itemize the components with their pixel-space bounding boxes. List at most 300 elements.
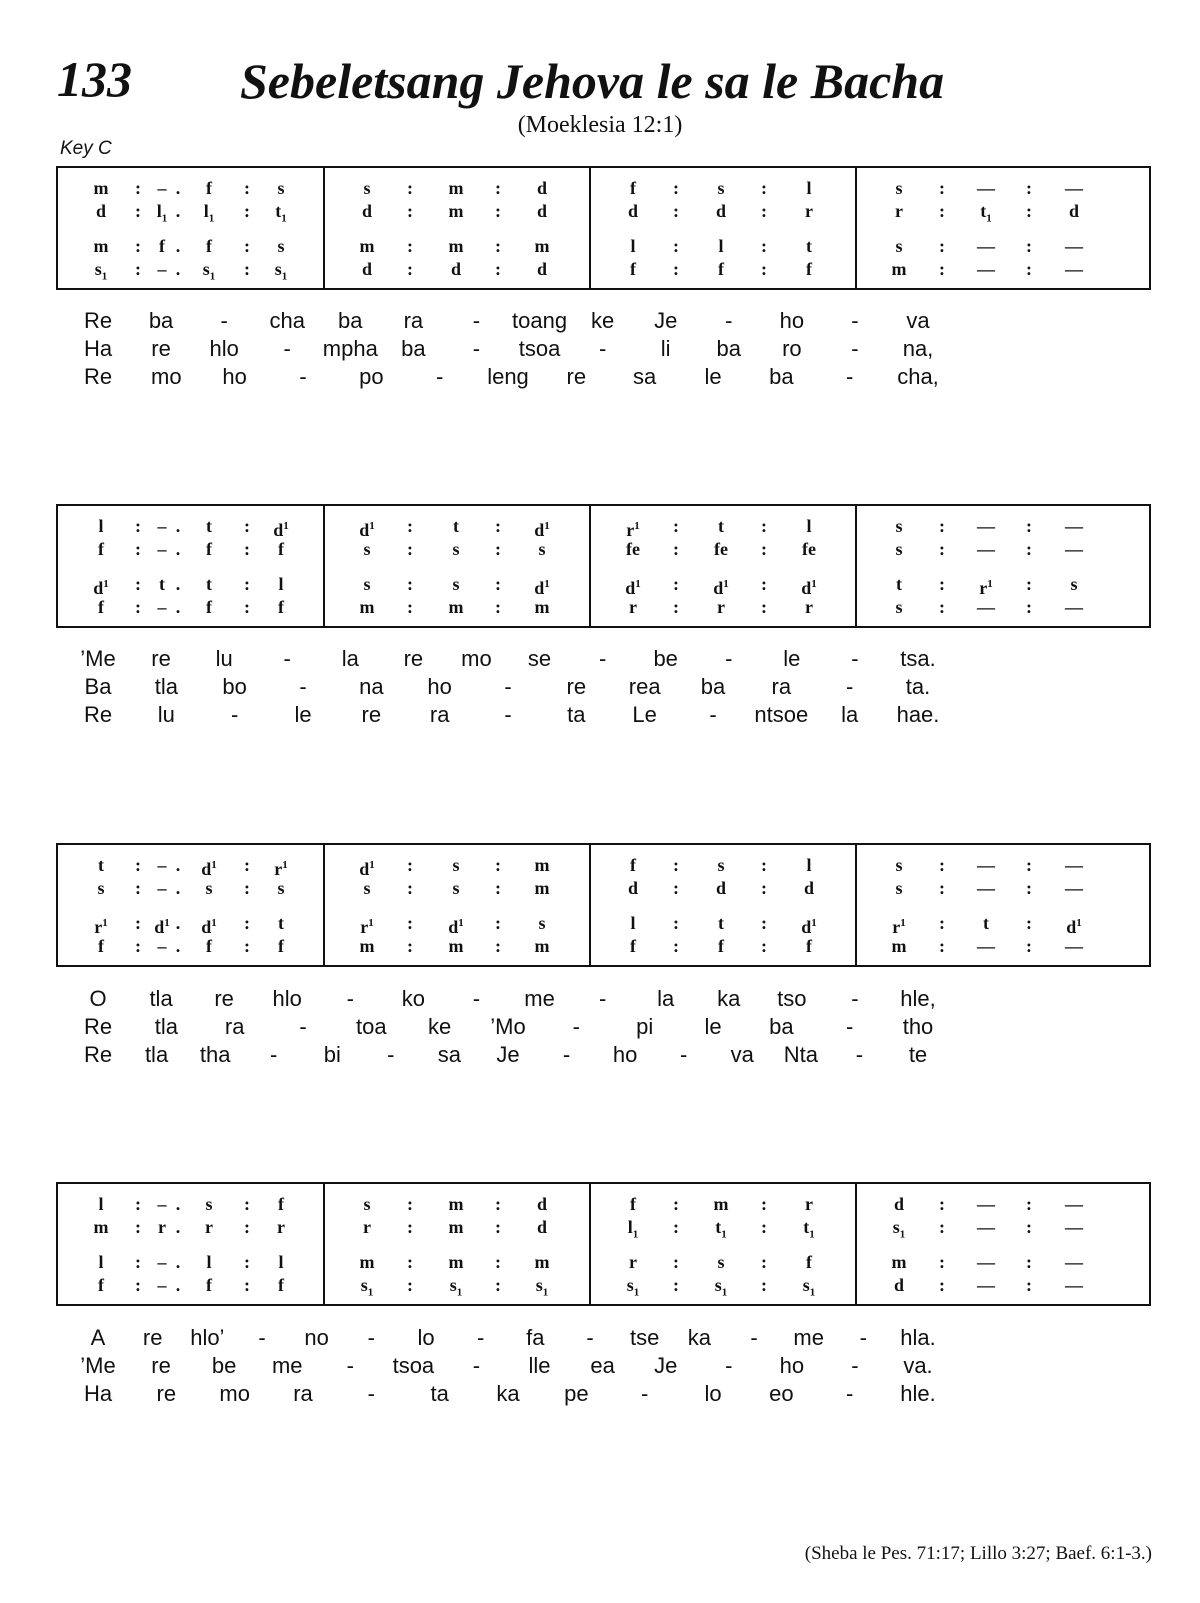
lyric-syllable: hae.: [896, 702, 940, 727]
solfa-note: f: [278, 597, 284, 617]
solfa-note: l: [630, 913, 636, 933]
beat-separator: :: [135, 539, 141, 559]
beat-separator: .: [175, 878, 181, 898]
lyric-syllable: lle: [528, 1353, 551, 1378]
syllable-hyphen: -: [725, 308, 733, 333]
solfa-note: m: [448, 1217, 464, 1237]
solfa-note: f: [806, 936, 812, 956]
lyric-syllable: va.: [903, 1353, 933, 1378]
syllable-hyphen: -: [640, 1381, 649, 1406]
tonic-solfa-stave: [56, 843, 1151, 967]
solfa-note: m: [534, 855, 550, 875]
lyric-syllable: ke: [428, 1014, 452, 1039]
solfa-note: $s_1$: [360, 1275, 374, 1299]
solfa-note: –: [157, 539, 167, 559]
lyric-syllable: ba: [401, 336, 426, 361]
lyric-syllable: ’Me: [80, 1353, 116, 1378]
solfa-note: t: [453, 516, 459, 536]
beat-separator: :: [673, 855, 679, 875]
solfa-note: f: [630, 178, 636, 198]
beat-separator: .: [175, 936, 181, 956]
syllable-hyphen: -: [299, 364, 307, 389]
beat-separator: :: [1026, 1217, 1032, 1237]
solfa-note: d: [536, 178, 547, 198]
syllable-hyphen: -: [845, 1014, 854, 1039]
solfa-note: r: [205, 1217, 213, 1237]
voice-row: [58, 537, 1148, 561]
solfa-note: m: [891, 1252, 907, 1272]
solfa-note: s: [452, 539, 460, 559]
solfa-note: $r^1$: [626, 520, 640, 540]
solfa-note: f: [630, 936, 636, 956]
lyric-line: [0, 307, 1100, 335]
solfa-note: r: [895, 201, 903, 221]
beat-separator: :: [673, 878, 679, 898]
syllable-hyphen: -: [367, 1381, 375, 1406]
solfa-note: t: [206, 574, 212, 594]
lyric-line: [0, 335, 1100, 363]
solfa-note: —: [1065, 1194, 1083, 1214]
lyric-syllable: Re: [83, 308, 113, 333]
lyric-syllable: cha,: [897, 364, 939, 389]
solfa-note: s: [895, 516, 903, 536]
lyric-syllable: ka: [717, 986, 741, 1011]
beat-separator: :: [495, 878, 501, 898]
solfa-note: —: [977, 1252, 995, 1272]
beat-separator: :: [761, 539, 767, 559]
lyric-syllable: mo: [219, 1381, 250, 1406]
solfa-note: s: [895, 539, 903, 559]
beat-separator: :: [407, 259, 413, 279]
lyric-syllable: tla: [154, 674, 178, 699]
beat-separator: :: [244, 1252, 250, 1272]
solfa-note: $d^1$: [93, 578, 109, 598]
solfa-note: $t_1$: [803, 1217, 815, 1241]
beat-separator: .: [175, 574, 181, 594]
lyric-syllable: ta: [430, 1381, 449, 1406]
beat-separator: :: [244, 1275, 250, 1295]
beat-separator: :: [1026, 936, 1032, 956]
beat-separator: :: [673, 1217, 679, 1237]
syllable-hyphen: -: [367, 1325, 375, 1350]
beat-separator: :: [407, 516, 413, 536]
syllable-hyphen: -: [709, 702, 717, 727]
beat-separator: :: [939, 1252, 945, 1272]
beat-separator: :: [407, 201, 413, 221]
beat-separator: :: [135, 936, 141, 956]
beat-separator: :: [244, 1217, 250, 1237]
solfa-note: $r^1$: [360, 917, 374, 937]
lyric-syllable: me: [793, 1325, 824, 1350]
syllable-hyphen: -: [472, 308, 481, 333]
lyric-syllable: ba: [769, 1014, 794, 1039]
lyric-syllable: Re: [83, 1014, 113, 1039]
beat-separator: :: [673, 178, 679, 198]
solfa-note: r: [363, 1217, 371, 1237]
lyric-syllable: le: [294, 702, 312, 727]
lyric-syllable: bi: [323, 1042, 341, 1067]
solfa-note: s: [895, 597, 903, 617]
lyric-syllable: ta: [567, 702, 586, 727]
solfa-note: –: [157, 597, 167, 617]
lyric-syllable: lu: [215, 646, 233, 671]
solfa-note: l: [278, 574, 284, 594]
solfa-note: —: [1065, 936, 1083, 956]
lyric-syllable: na: [359, 674, 384, 699]
solfa-note: –: [157, 878, 167, 898]
syllable-hyphen: -: [851, 336, 859, 361]
solfa-note: $s_1$: [714, 1275, 728, 1299]
solfa-note: l: [98, 516, 104, 536]
solfa-note: f: [206, 936, 212, 956]
beat-separator: :: [673, 236, 679, 256]
beat-separator: :: [135, 855, 141, 875]
beat-separator: :: [1026, 855, 1032, 875]
solfa-note: $s_1$: [802, 1275, 816, 1299]
beat-separator: :: [939, 913, 945, 933]
solfa-note: m: [359, 936, 375, 956]
beat-separator: :: [495, 574, 501, 594]
beat-separator: .: [175, 201, 181, 221]
voice-row: [58, 853, 1148, 877]
solfa-note: r: [277, 1217, 285, 1237]
lyric-syllable: ’Mo: [490, 1014, 526, 1039]
solfa-note: s: [363, 539, 371, 559]
solfa-note: t: [983, 913, 989, 933]
solfa-note: —: [977, 539, 995, 559]
lyric-syllable: sa: [437, 1042, 462, 1067]
solfa-note: fe: [626, 539, 640, 559]
solfa-note: –: [157, 1275, 167, 1295]
syllable-hyphen: -: [725, 1353, 733, 1378]
beat-separator: :: [135, 1217, 141, 1237]
beat-separator: :: [495, 1252, 501, 1272]
solfa-note: l: [630, 236, 636, 256]
solfa-note: m: [713, 1194, 729, 1214]
syllable-hyphen: -: [680, 1042, 688, 1067]
lyric-syllable: ra: [771, 674, 792, 699]
syllable-hyphen: -: [845, 674, 854, 699]
solfa-note: –: [157, 1252, 167, 1272]
solfa-note: m: [448, 1252, 464, 1272]
voice-row: [58, 199, 1148, 223]
solfa-note: d: [627, 878, 638, 898]
solfa-note: f: [718, 259, 724, 279]
solfa-note: f: [630, 259, 636, 279]
lyric-syllable: ba: [716, 336, 742, 361]
solfa-note: $d^1$: [359, 859, 375, 879]
beat-separator: :: [673, 936, 679, 956]
solfa-note: $d^1$: [801, 917, 817, 937]
tonic-solfa-stave: [56, 504, 1151, 628]
voice-row: [58, 572, 1148, 596]
solfa-note: d: [893, 1275, 904, 1295]
tonic-solfa-stave: [56, 166, 1151, 290]
solfa-note: —: [1065, 539, 1083, 559]
beat-separator: :: [673, 1194, 679, 1214]
beat-separator: :: [1026, 1194, 1032, 1214]
solfa-note: —: [1065, 178, 1083, 198]
solfa-note: —: [1065, 1217, 1083, 1237]
lyric-syllable: ra: [429, 702, 450, 727]
lyric-syllable: Je: [654, 308, 678, 333]
lyric-syllable: be: [211, 1353, 237, 1378]
voice-row: [58, 595, 1148, 619]
solfa-note: s: [363, 1194, 371, 1214]
beat-separator: .: [175, 855, 181, 875]
syllable-hyphen: -: [598, 336, 607, 361]
solfa-note: r: [805, 597, 813, 617]
solfa-note: m: [534, 236, 550, 256]
beat-separator: :: [135, 878, 141, 898]
solfa-note: $d^1$: [1066, 917, 1082, 937]
beat-separator: :: [244, 539, 250, 559]
lyric-syllable: ka: [496, 1381, 520, 1406]
syllable-hyphen: -: [855, 1042, 864, 1067]
solfa-note: r: [717, 597, 725, 617]
solfa-note: r: [158, 1217, 166, 1237]
syllable-hyphen: -: [845, 1381, 854, 1406]
solfa-note: $d^1$: [448, 917, 464, 937]
beat-separator: :: [761, 1194, 767, 1214]
beat-separator: :: [1026, 236, 1032, 256]
solfa-note: d: [450, 259, 461, 279]
beat-separator: :: [1026, 539, 1032, 559]
solfa-note: l: [98, 1252, 104, 1272]
lyric-syllable: po: [359, 364, 384, 389]
solfa-note: s: [452, 574, 460, 594]
lyric-syllable: leng: [487, 364, 529, 389]
beat-separator: :: [244, 178, 250, 198]
solfa-note: d: [1068, 201, 1079, 221]
solfa-note: s: [895, 878, 903, 898]
lyric-syllable: hle.: [900, 1381, 936, 1406]
beat-separator: :: [673, 516, 679, 536]
beat-separator: .: [175, 597, 181, 617]
lyric-syllable: li: [660, 336, 671, 361]
voice-row: [58, 514, 1148, 538]
beat-separator: :: [1026, 574, 1032, 594]
beat-separator: :: [761, 201, 767, 221]
solfa-note: fe: [714, 539, 728, 559]
solfa-note: s: [895, 855, 903, 875]
solfa-note: s: [363, 878, 371, 898]
voice-row: [58, 1192, 1148, 1216]
beat-separator: :: [761, 1275, 767, 1295]
solfa-note: –: [157, 855, 167, 875]
beat-separator: :: [495, 236, 501, 256]
solfa-note: m: [93, 236, 109, 256]
beat-separator: :: [761, 1252, 767, 1272]
lyric-syllable: ra: [403, 308, 424, 333]
beat-separator: :: [939, 201, 945, 221]
lyric-syllable: ea: [590, 1353, 615, 1378]
beat-separator: .: [175, 1252, 181, 1272]
beat-separator: :: [673, 574, 679, 594]
lyric-syllable: tho: [902, 1014, 934, 1039]
solfa-note: l: [806, 178, 812, 198]
solfa-note: f: [98, 936, 104, 956]
solfa-note: d: [95, 201, 106, 221]
beat-separator: :: [761, 259, 767, 279]
beat-separator: :: [673, 597, 679, 617]
beat-separator: :: [1026, 201, 1032, 221]
footer-references: (Sheba le Pes. 71:17; Lillo 3:27; Baef. 6:1-3.): [804, 1543, 1152, 1564]
beat-separator: :: [407, 178, 413, 198]
beat-separator: :: [939, 178, 945, 198]
solfa-note: m: [534, 1252, 550, 1272]
syllable-hyphen: -: [845, 364, 854, 389]
lyric-syllable: re: [151, 1353, 171, 1378]
solfa-note: m: [891, 936, 907, 956]
solfa-note: –: [157, 178, 167, 198]
lyric-syllable: re: [566, 674, 587, 699]
syllable-hyphen: -: [230, 702, 239, 727]
syllable-hyphen: -: [299, 1014, 307, 1039]
solfa-note: f: [98, 1275, 104, 1295]
hymn-title: Sebeletsang Jehova le sa le Bacha: [240, 53, 945, 109]
beat-separator: :: [135, 597, 141, 617]
beat-separator: :: [407, 1275, 413, 1295]
beat-separator: :: [761, 236, 767, 256]
lyric-syllable: tha: [199, 1042, 231, 1067]
solfa-note: s: [277, 178, 285, 198]
solfa-note: $s_1$: [535, 1275, 549, 1299]
beat-separator: :: [407, 597, 413, 617]
solfa-note: d: [715, 878, 726, 898]
lyric-syllable: Le: [632, 702, 657, 727]
solfa-note: t: [278, 913, 284, 933]
lyric-syllable: be: [653, 646, 678, 671]
solfa-note: r: [629, 1252, 637, 1272]
solfa-note: d: [627, 201, 638, 221]
beat-separator: :: [761, 1217, 767, 1237]
syllable-hyphen: -: [598, 646, 607, 671]
solfa-note: —: [977, 1217, 995, 1237]
solfa-note: r: [805, 201, 813, 221]
lyric-line: [0, 1324, 1100, 1352]
beat-separator: :: [939, 936, 945, 956]
solfa-note: s: [205, 1194, 213, 1214]
lyric-syllable: lo: [417, 1325, 435, 1350]
beat-separator: :: [407, 1252, 413, 1272]
beat-separator: :: [495, 1217, 501, 1237]
beat-separator: .: [175, 178, 181, 198]
solfa-note: t: [896, 574, 902, 594]
solfa-note: s: [1070, 574, 1078, 594]
beat-separator: :: [244, 1194, 250, 1214]
lyric-syllable: toa: [356, 1014, 387, 1039]
solfa-note: $d^1$: [201, 917, 217, 937]
lyric-syllable: re: [151, 646, 171, 671]
lyric-syllable: hlo: [209, 336, 239, 361]
beat-separator: :: [407, 878, 413, 898]
solfa-note: —: [977, 1275, 995, 1295]
beat-separator: :: [244, 236, 250, 256]
beat-separator: :: [495, 1275, 501, 1295]
lyric-syllable: re: [142, 1325, 163, 1350]
syllable-hyphen: -: [504, 702, 512, 727]
lyric-line: [0, 701, 1100, 729]
solfa-note: –: [157, 1194, 167, 1214]
syllable-hyphen: -: [750, 1325, 758, 1350]
beat-separator: :: [135, 178, 141, 198]
lyric-syllable: pe: [564, 1381, 589, 1406]
solfa-note: l: [278, 1252, 284, 1272]
solfa-note: $s_1$: [94, 259, 108, 283]
tonic-solfa-stave: [56, 1182, 1151, 1306]
lyric-syllable: ka: [687, 1325, 711, 1350]
lyric-line: [0, 1380, 1100, 1408]
solfa-note: f: [206, 539, 212, 559]
solfa-note: —: [1065, 878, 1083, 898]
lyric-line: [0, 645, 1100, 673]
beat-separator: :: [939, 1275, 945, 1295]
lyric-syllable: re: [361, 702, 382, 727]
solfa-note: f: [718, 936, 724, 956]
solfa-note: $d^1$: [201, 859, 217, 879]
solfa-note: t: [718, 913, 724, 933]
solfa-note: m: [448, 178, 464, 198]
solfa-note: —: [1065, 1275, 1083, 1295]
lyric-syllable: hla.: [900, 1325, 936, 1350]
solfa-note: s: [452, 878, 460, 898]
lyric-syllable: ho: [779, 1353, 805, 1378]
solfa-note: f: [630, 855, 636, 875]
beat-separator: :: [939, 516, 945, 536]
lyric-syllable: sa: [633, 364, 657, 389]
lyric-syllable: fa: [526, 1325, 545, 1350]
beat-separator: :: [761, 913, 767, 933]
solfa-note: —: [977, 597, 995, 617]
solfa-note: s: [717, 855, 725, 875]
beat-separator: :: [939, 597, 945, 617]
beat-separator: :: [939, 539, 945, 559]
solfa-note: l: [718, 236, 724, 256]
solfa-note: f: [278, 936, 284, 956]
beat-separator: :: [244, 855, 250, 875]
lyric-syllable: hle,: [900, 986, 936, 1011]
lyric-syllable: ta.: [905, 674, 931, 699]
lyric-line: [0, 673, 1100, 701]
lyric-syllable: bo: [222, 674, 247, 699]
beat-separator: :: [495, 178, 501, 198]
beat-separator: :: [761, 597, 767, 617]
solfa-note: m: [448, 236, 464, 256]
solfa-note: –: [157, 936, 167, 956]
syllable-hyphen: -: [220, 308, 228, 333]
solfa-note: $t_1$: [980, 201, 992, 225]
voice-row: [58, 876, 1148, 900]
lyric-syllable: se: [527, 646, 552, 671]
solfa-note: f: [159, 236, 165, 256]
voice-row: [58, 934, 1148, 958]
solfa-note: s: [277, 878, 285, 898]
syllable-hyphen: -: [346, 1353, 354, 1378]
lyric-syllable: hlo’: [190, 1325, 225, 1350]
lyric-syllable: re: [151, 336, 171, 361]
solfa-note: f: [98, 597, 104, 617]
syllable-hyphen: -: [435, 364, 444, 389]
beat-separator: :: [407, 1194, 413, 1214]
solfa-note: $r^1$: [274, 859, 288, 879]
solfa-note: s: [895, 236, 903, 256]
lyric-syllable: O: [89, 986, 107, 1011]
syllable-hyphen: -: [472, 986, 481, 1011]
syllable-hyphen: -: [586, 1325, 594, 1350]
beat-separator: :: [135, 236, 141, 256]
lyric-syllable: re: [566, 364, 587, 389]
